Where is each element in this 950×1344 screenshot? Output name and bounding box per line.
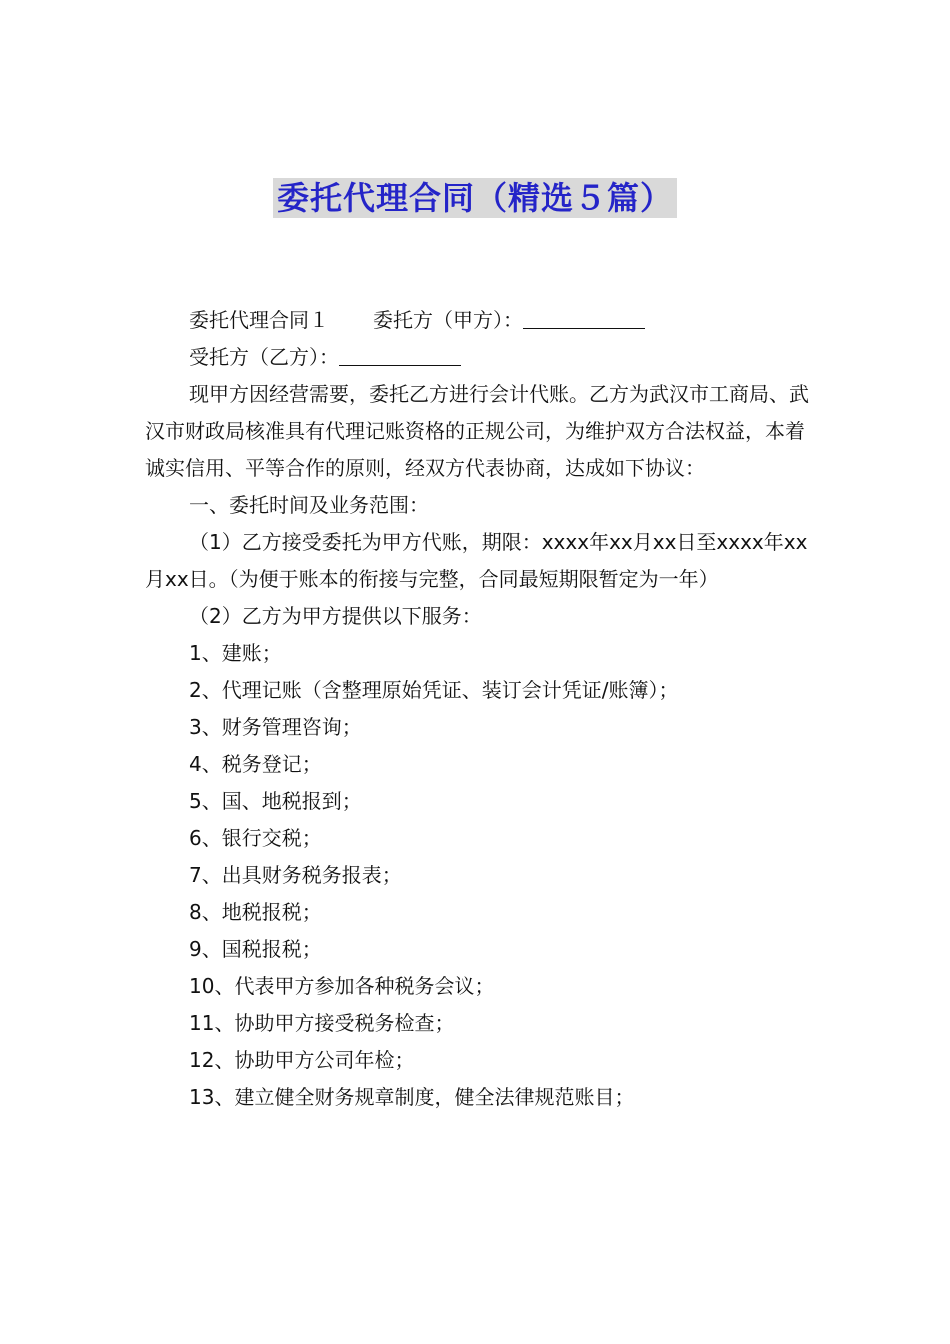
list-item: 2、代理记账（含整理原始凭证、装订会计凭证/账簿）； xyxy=(189,678,679,702)
list-item: 13、建立健全财务规章制度，健全法律规范账目； xyxy=(189,1085,635,1109)
list-item: 6、银行交税； xyxy=(189,826,322,850)
list-item: 1、建账； xyxy=(189,641,282,665)
intro-paragraph: 现甲方因经营需要，委托乙方进行会计代账。乙方为武汉市工商局、武汉市财政局核准具有代理记账资格的正规公司，为维护双方合法权益，本着诚实信用、平等合作的原则，经双方代表协商，达成如下协议： xyxy=(145,382,809,480)
document-title: 委托代理合同（精选５篇） xyxy=(273,178,677,218)
title-container xyxy=(0,178,950,218)
party-a-blank xyxy=(523,308,645,329)
list-item: 3、财务管理咨询； xyxy=(189,715,362,739)
clause-2: （2）乙方为甲方提供以下服务： xyxy=(189,604,482,628)
list-item: 12、协助甲方公司年检； xyxy=(189,1048,415,1072)
list-item: 10、代表甲方参加各种税务会议； xyxy=(189,974,495,998)
clause-1: （1）乙方接受委托为甲方代账，期限：xxxx年xx月xx日至xxxx年xx月xx日。（为便于账本的衔接与完整，合同最短期限暂定为一年） xyxy=(145,530,808,591)
party-b-blank xyxy=(339,345,461,366)
party-a-label: 委托方（甲方）： xyxy=(373,308,523,332)
party-b-label: 受托方（乙方）： xyxy=(189,345,339,369)
document-body xyxy=(145,302,810,1116)
services-list xyxy=(145,635,810,1116)
list-item: 11、协助甲方接受税务检查； xyxy=(189,1011,455,1035)
header-line xyxy=(145,302,810,339)
list-item: 8、地税报税； xyxy=(189,900,322,924)
contract-number: 委托代理合同１ xyxy=(189,308,329,332)
list-item: 5、国、地税报到； xyxy=(189,789,362,813)
list-item: 4、税务登记； xyxy=(189,752,322,776)
party-b-line xyxy=(145,339,810,376)
list-item: 7、出具财务税务报表； xyxy=(189,863,402,887)
list-item: 9、国税报税； xyxy=(189,937,322,961)
section-heading: 一、委托时间及业务范围： xyxy=(189,493,429,517)
